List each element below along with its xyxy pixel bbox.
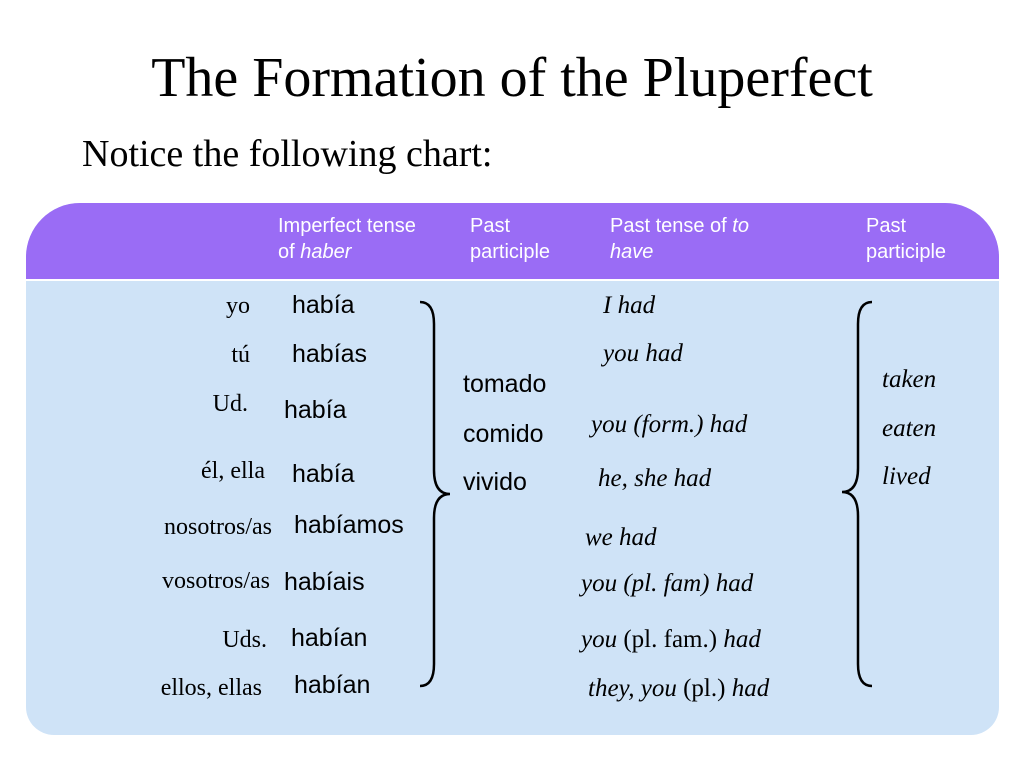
english-ud: you (form.) had (591, 411, 748, 438)
pronoun-nosotros: nosotros/as (164, 514, 272, 540)
chart-header (26, 203, 999, 281)
header-past-tense-to-have: Past tense of to have (610, 215, 749, 263)
header-imperfect-haber: Imperfect tense of haber (278, 215, 416, 263)
english-uds: you (pl. fam.) had (581, 626, 761, 653)
haber-form-uds: habían (291, 624, 368, 652)
english-participle-eaten: eaten (882, 415, 937, 442)
participle-tomado: tomado (463, 370, 547, 398)
english-el-ella: he, she had (598, 465, 712, 492)
english-ellos-ellas: they, you (pl.) had (588, 675, 770, 702)
pronoun-vosotros: vosotros/as (162, 568, 270, 594)
pronoun-el-ella: él, ella (201, 458, 265, 484)
haber-form-el-ella: había (292, 460, 355, 488)
pronoun-yo: yo (226, 293, 250, 319)
pronoun-tu: tú (231, 342, 250, 368)
right-brace-icon (838, 298, 878, 690)
english-vosotros: you (pl. fam) had (581, 570, 754, 597)
page-title: The Formation of the Pluperfect (151, 47, 873, 109)
pronoun-ellos-ellas: ellos, ellas (160, 675, 262, 701)
page-subtitle: Notice the following chart: (82, 133, 493, 175)
haber-form-tu: habías (292, 340, 368, 368)
haber-form-ud: había (284, 396, 347, 424)
participle-vivido: vivido (463, 468, 527, 496)
english-tu: you had (603, 340, 683, 367)
english-participle-lived: lived (882, 463, 931, 490)
participle-comido: comido (463, 420, 544, 448)
haber-form-yo: había (292, 291, 355, 319)
haber-form-vosotros: habíais (284, 568, 365, 596)
english-participle-taken: taken (882, 366, 937, 393)
left-brace-icon (414, 298, 454, 690)
pronoun-ud: Ud. (212, 391, 248, 417)
english-yo: I had (603, 292, 656, 319)
header-english-participle: Past participle (866, 215, 947, 263)
header-past-participle: Past participle (470, 215, 551, 263)
pronoun-uds: Uds. (222, 627, 267, 653)
english-nosotros: we had (585, 524, 657, 551)
haber-form-nosotros: habíamos (294, 511, 404, 539)
haber-form-ellos-ellas: habían (294, 671, 371, 699)
